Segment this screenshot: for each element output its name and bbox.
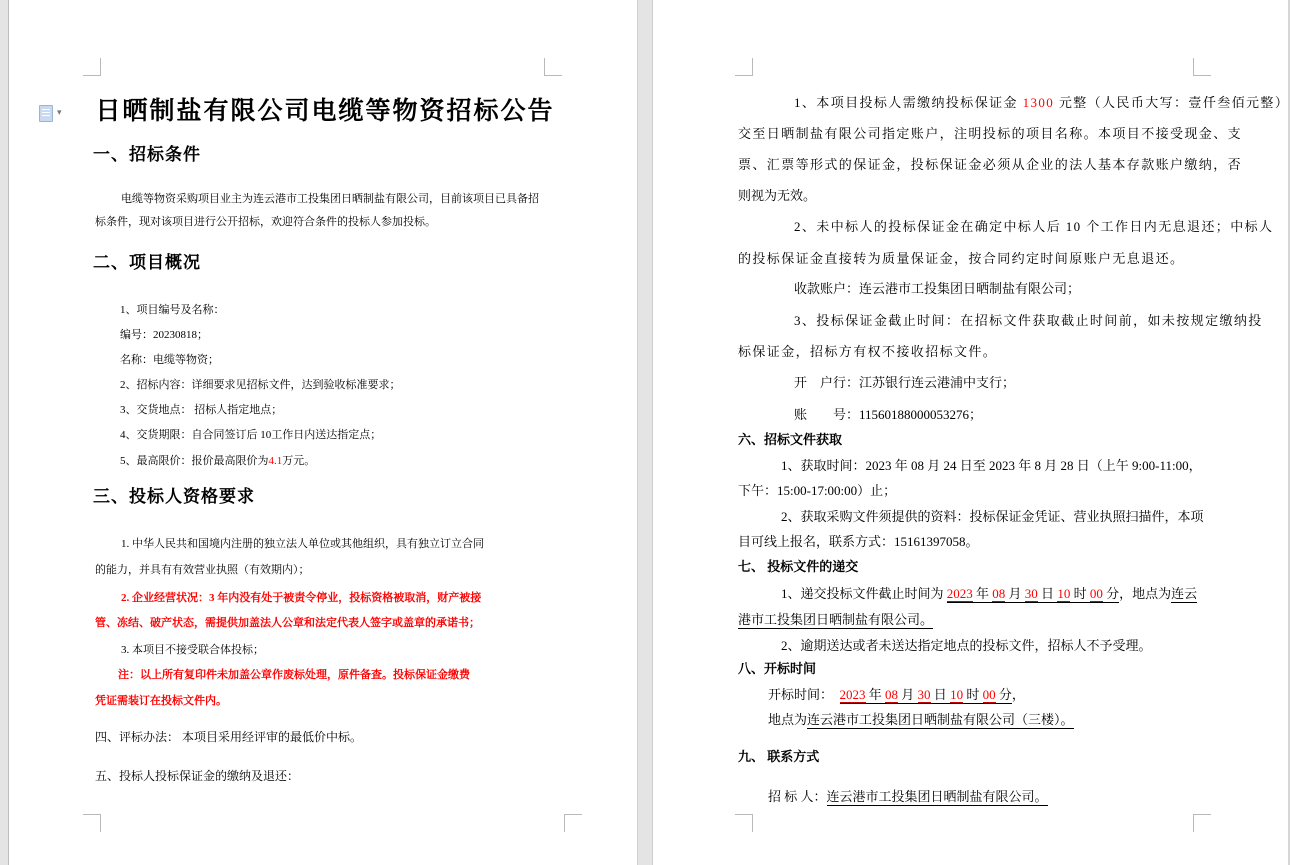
- list-item: 名称：电缆等物资；: [120, 354, 219, 366]
- document-page-1: [8, 0, 638, 865]
- date-minute: 00: [1089, 586, 1103, 601]
- requirement-line-red: 2. 企业经营状况：3 年内没有处于被责令停业，投标资格被取消，财产被接: [121, 592, 482, 604]
- section-heading-8: 八、开标时间: [738, 661, 817, 676]
- paragraph-line: 标保证金，招标方有权不接收招标文件。: [738, 344, 998, 359]
- list-item: 1、获取时间：2023 年 08 月 24 日至 2023 年 8 月 28 日（上午 9:00-11:00，: [781, 458, 1202, 473]
- paragraph-line: 标条件，现对该项目进行公开招标，欢迎符合条件的投标人参加投标。: [95, 216, 436, 228]
- section-heading-1: 一、招标条件: [93, 145, 201, 164]
- dropdown-caret-icon: ▾: [57, 107, 62, 118]
- date-minute: 00: [982, 687, 996, 702]
- date-hour: 10: [950, 687, 964, 702]
- price-limit-value: 4.1: [268, 455, 283, 467]
- tenderer-line: [768, 789, 1048, 805]
- section-4-line: 四、评标办法： 本项目采用经评审的最低价中标。: [95, 730, 363, 744]
- tenderer-label: 招 标 人：: [768, 789, 827, 804]
- paste-options-button[interactable]: [39, 100, 83, 126]
- paste-options-icon: [39, 105, 53, 122]
- price-limit-label: 5、最高限价：报价最高限价为: [120, 455, 269, 467]
- opening-location-line: [768, 712, 1074, 728]
- location-underlined: 港市工投集团日晒制盐有限公司。: [738, 612, 934, 627]
- paragraph-line: 则视为无效。: [738, 188, 817, 203]
- opening-time-line: [768, 687, 1025, 703]
- requirement-line-red: 管、冻结、破产状态，需提供加盖法人公章和法定代表人签字或盖章的承诺书；: [95, 617, 480, 629]
- bank-line: 开 户行：江苏银行连云港浦中支行；: [794, 375, 1016, 390]
- date-month: 08: [992, 586, 1006, 601]
- margin-crop-mark: [544, 58, 562, 76]
- date-unit: 月: [1005, 586, 1025, 601]
- date-unit: 分: [995, 687, 1012, 702]
- list-item-price-limit: [120, 454, 315, 468]
- section-heading-6: 六、招标文件获取: [738, 432, 843, 447]
- price-limit-unit: 万元。: [282, 455, 316, 467]
- margin-crop-mark: [735, 814, 753, 832]
- deadline-date: [947, 586, 1119, 603]
- date-year: 2023: [946, 586, 973, 601]
- document-page-2: [652, 0, 1290, 865]
- requirement-line: 3. 本项目不接受联合体投标；: [121, 644, 264, 656]
- margin-crop-mark: [83, 814, 101, 832]
- margin-crop-mark: [735, 58, 753, 76]
- opening-time-label: 开标时间：: [768, 687, 840, 702]
- requirement-line: 的能力，并具有有效营业执照（有效期内）；: [95, 564, 310, 576]
- date-day: 30: [917, 687, 931, 702]
- date-month: 08: [885, 687, 899, 702]
- paragraph-line: 3、投标保证金截止时间：在招标文件获取截止时间前，如未按规定缴纳投: [794, 313, 1263, 328]
- margin-crop-mark: [1193, 814, 1211, 832]
- deposit-amount: 1300: [1022, 95, 1055, 110]
- submission-deadline-line: [781, 586, 1197, 602]
- location-underlined: 连云: [1171, 586, 1198, 601]
- paragraph-line: 2、未中标人的投标保证金在确定中标人后 10 个工作日内无息退还；中标人: [794, 219, 1274, 234]
- list-item: 1、项目编号及名称：: [120, 304, 225, 316]
- paragraph-line: 电缆等物资采购项目业主为连云港市工投集团日晒制盐有限公司，目前该项目已具备招: [121, 193, 539, 205]
- account-number-line: 账 号：11560188000053276；: [794, 407, 983, 422]
- requirement-line: 1. 中华人民共和国境内注册的独立法人单位或其他组织，具有独立订立合同: [121, 538, 484, 550]
- list-item: 2、获取采购文件须提供的资料：投标保证金凭证、营业执照扫描件，本项: [781, 509, 1204, 524]
- margin-crop-mark: [564, 814, 582, 832]
- document-title: 日晒制盐有限公司电缆等物资招标公告: [95, 98, 555, 125]
- submission-location-line: [738, 612, 933, 628]
- margin-crop-mark: [1193, 58, 1211, 76]
- date-year: 2023: [839, 687, 866, 702]
- section-heading-2: 二、项目概况: [93, 253, 201, 272]
- tenderer-name-underlined: 连云港市工投集团日晒制盐有限公司。: [826, 789, 1048, 804]
- list-item: 目可线上报名，联系方式：15161397058。: [738, 534, 979, 549]
- deadline-label: 1、递交投标文件截止时间为: [781, 586, 947, 601]
- list-item: 2、逾期送达或者未送达指定地点的投标文件，招标人不予受理。: [781, 638, 1152, 653]
- section-5-line: 五、投标人投标保证金的缴纳及退还：: [95, 769, 300, 783]
- date-unit: 时: [963, 687, 983, 702]
- paragraph-line: 票、汇票等形式的保证金，投标保证金必须从企业的法人基本存款账户缴纳，否: [738, 157, 1243, 172]
- paragraph-line: 的投标保证金直接转为质量保证金，按合同约定时间原账户无息退还。: [738, 251, 1185, 266]
- location-underlined: 连云港市工投集团日晒制盐有限公司（三楼）。: [807, 712, 1074, 727]
- list-item: 下午：15:00-17:00:00）止；: [738, 483, 897, 498]
- date-hour: 10: [1057, 586, 1071, 601]
- list-item: 3、交货地点： 招标人指定地点；: [120, 404, 283, 416]
- note-line-red: 注：以上所有复印件未加盖公章作废标处理，原件备查。投标保证金缴费: [118, 669, 470, 681]
- location-label: 地点为: [768, 712, 808, 727]
- deposit-label: 1、本项目投标人需缴纳投标保证金: [794, 95, 1023, 110]
- paragraph-line: 交至日晒制盐有限公司指定账户，注明投标的项目名称。本项目不接受现金、支: [738, 126, 1243, 141]
- date-unit: 日: [930, 687, 951, 702]
- comma: ，: [1011, 687, 1025, 702]
- location-label: ，地点为: [1119, 586, 1172, 601]
- date-day: 30: [1024, 586, 1038, 601]
- section-heading-3: 三、投标人资格要求: [93, 487, 255, 506]
- deposit-line: [794, 95, 1289, 111]
- margin-crop-mark: [83, 58, 101, 76]
- section-heading-7: 七、 投标文件的递交: [738, 559, 859, 574]
- date-unit: 月: [898, 687, 918, 702]
- list-item: 2、招标内容：详细要求见招标文件，达到验收标准要求；: [120, 379, 401, 391]
- section-heading-9: 九、 联系方式: [738, 749, 820, 764]
- date-unit: 分: [1102, 586, 1120, 601]
- payee-account-line: 收款账户：连云港市工投集团日晒制盐有限公司；: [794, 281, 1081, 296]
- date-unit: 年: [972, 586, 993, 601]
- date-unit: 时: [1070, 586, 1090, 601]
- date-unit: 日: [1037, 586, 1058, 601]
- note-line-red: 凭证需装订在投标文件内。: [95, 695, 227, 707]
- date-unit: 年: [865, 687, 886, 702]
- list-item: 4、交货期限：自合同签订后 10工作日内送达指定点；: [120, 429, 382, 441]
- opening-date: [840, 687, 1012, 704]
- list-item: 编号：20230818；: [120, 329, 208, 341]
- deposit-amount-words: 元整（人民币大写：壹仟叁佰元整）: [1054, 95, 1290, 110]
